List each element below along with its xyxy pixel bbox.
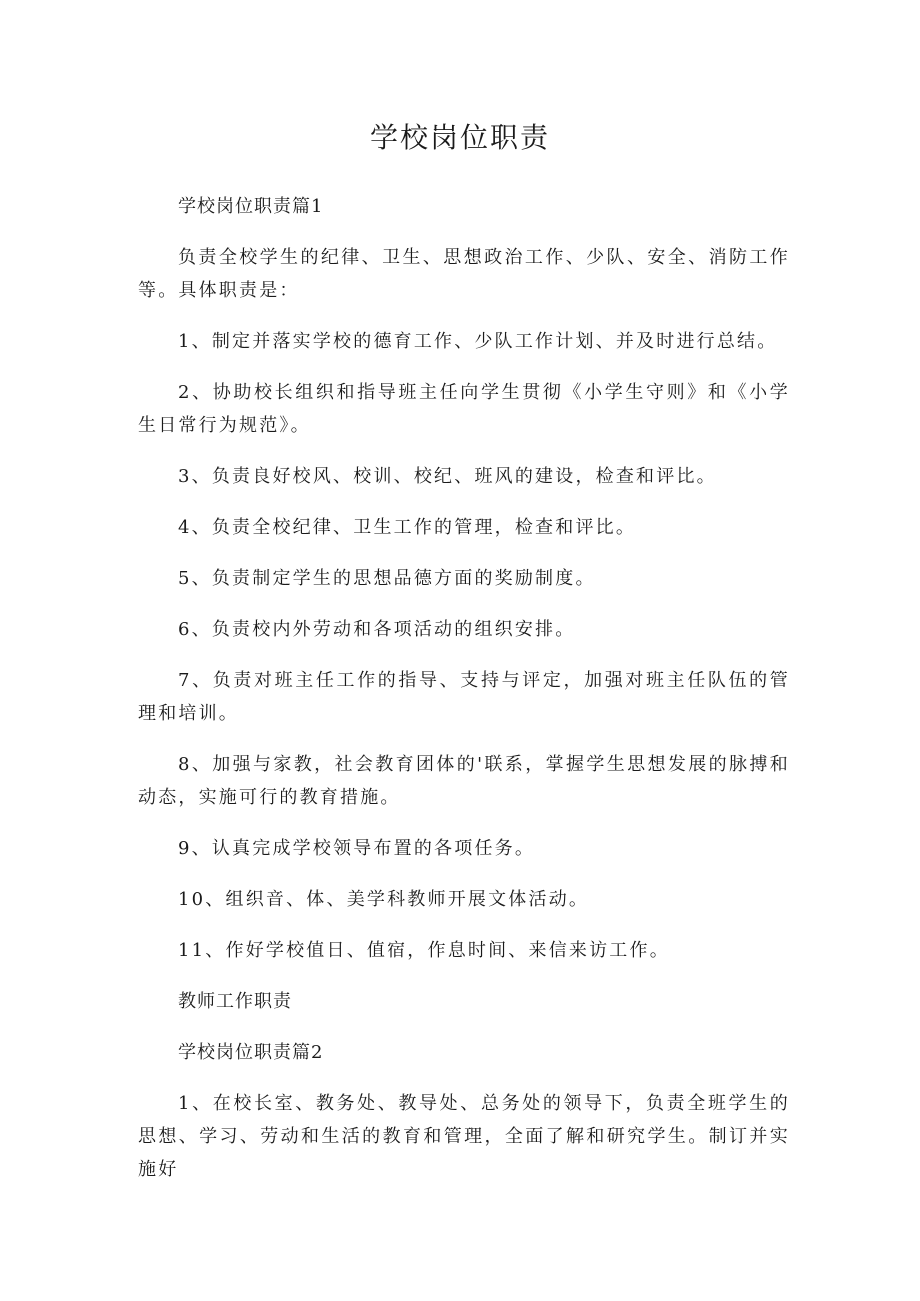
paragraph-item-5: 5、负责制定学生的思想品德方面的奖励制度。	[178, 568, 596, 589]
paragraph-item-1: 1、制定并落实学校的德育工作、少队工作计划、并及时进行总结。	[178, 331, 778, 352]
paragraph-item-3: 3、负责良好校风、校训、校纪、班风的建设，检查和评比。	[178, 466, 717, 487]
section-heading-2: 学校岗位职责篇2	[178, 1042, 324, 1063]
paragraph-intro: 负责全校学生的纪律、卫生、思想政治工作、少队、安全、消防工作等。具体职责是：	[138, 247, 790, 301]
paragraph-item-11: 11、作好学校值日、值宿，作息时间、来信来访工作。	[178, 940, 670, 961]
paragraph-item-7: 7、负责对班主任工作的指导、支持与评定，加强对班主任队伍的管理和培训。	[138, 670, 790, 724]
paragraph-item-6: 6、负责校内外劳动和各项活动的组织安排。	[178, 619, 576, 640]
section-heading-teacher: 教师工作职责	[178, 991, 292, 1012]
paragraph-item-2: 2、协助校长组织和指导班主任向学生贯彻《小学生守则》和《小学生日常行为规范》。	[138, 382, 790, 436]
document-body	[138, 190, 790, 1204]
document-title: 学校岗位职责	[369, 121, 550, 154]
paragraph-item-8: 8、加强与家教，社会教育团体的'联系，掌握学生思想发展的脉搏和动态，实施可行的教育措施。	[138, 754, 790, 808]
paragraph-section2-item-1: 1、在校长室、教务处、教导处、总务处的领导下，负责全班学生的思想、学习、劳动和生活的教育和管理，全面了解和研究学生。制订并实施好	[138, 1093, 790, 1180]
section-heading-1: 学校岗位职责篇1	[178, 196, 324, 217]
paragraph-item-10: 10、组织音、体、美学科教师开展文体活动。	[178, 889, 590, 910]
paragraph-item-4: 4、负责全校纪律、卫生工作的管理，检查和评比。	[178, 517, 637, 538]
paragraph-item-9: 9、认真完成学校领导布置的各项任务。	[178, 838, 536, 859]
